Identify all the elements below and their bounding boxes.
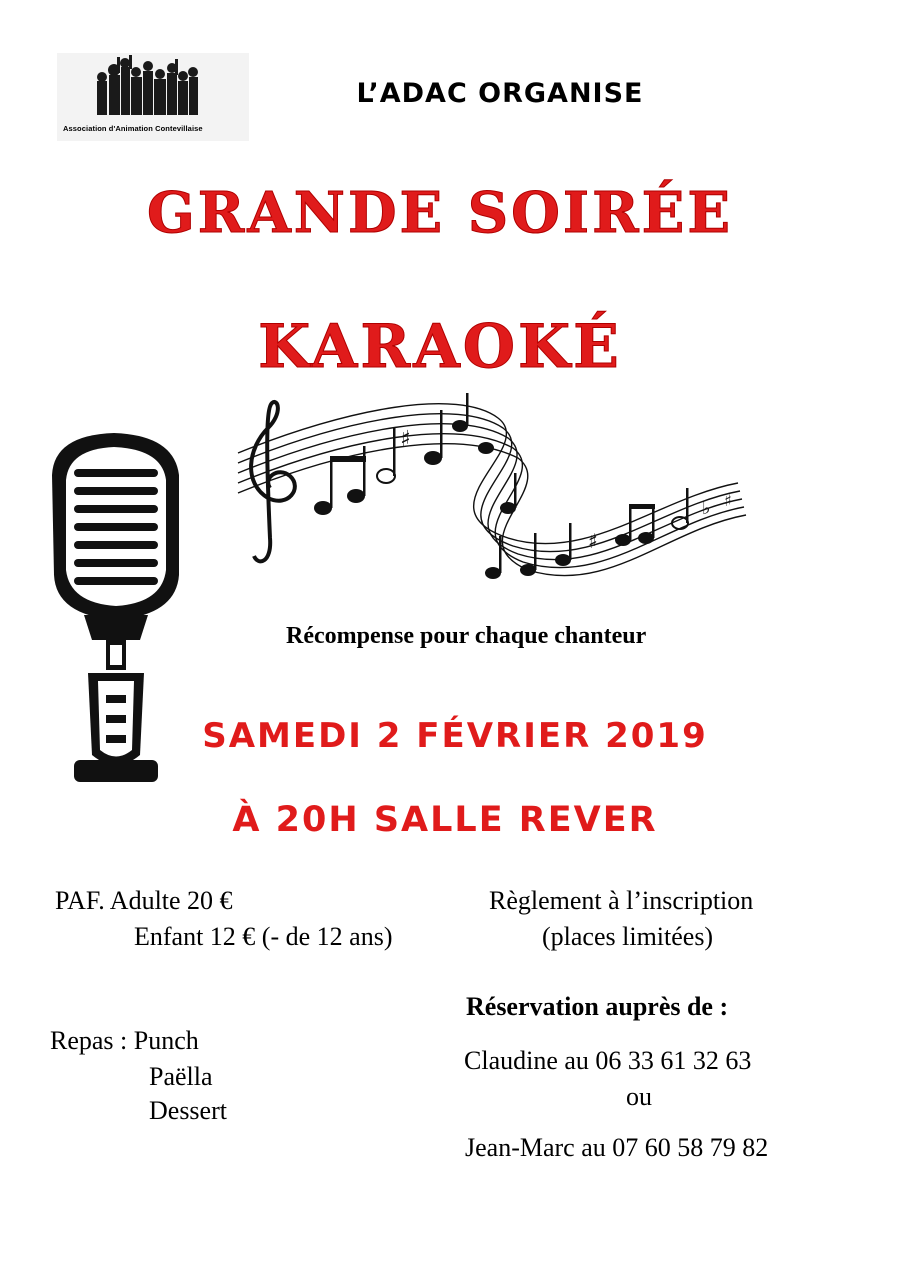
- meal-item-dessert: Dessert: [149, 1096, 227, 1125]
- reservation-or: ou: [626, 1082, 652, 1111]
- svg-text:♯: ♯: [588, 529, 598, 553]
- music-staff-icon: [228, 388, 748, 603]
- price-child: Enfant 12 € (- de 12 ans): [134, 922, 393, 951]
- organizer-heading: L’ADAC ORGANISE: [356, 78, 644, 109]
- svg-text:♯: ♯: [400, 427, 411, 452]
- price-adult: PAF. Adulte 20 €: [55, 886, 233, 915]
- event-title-line1: GRANDE SOIRÉE: [146, 180, 734, 246]
- logo-caption: Association d'Animation Contevillaise: [63, 124, 203, 133]
- meal-item-paella: Paëlla: [149, 1062, 213, 1091]
- event-title-line2: KARAOKÉ: [258, 312, 622, 382]
- meal-label: Repas : Punch: [50, 1026, 199, 1055]
- reservation-contact-jean-marc: Jean-Marc au 07 60 58 79 82: [465, 1133, 769, 1162]
- payment-note: Règlement à l’inscription: [489, 886, 754, 915]
- event-time-place: À 20H SALLE REVER: [232, 800, 658, 840]
- reservation-contact-claudine: Claudine au 06 33 61 32 63: [464, 1046, 752, 1075]
- svg-text:♯: ♯: [724, 491, 732, 510]
- svg-text:♭: ♭: [702, 498, 711, 519]
- reward-note: Récompense pour chaque chanteur: [286, 623, 647, 649]
- reservation-heading: Réservation auprès de :: [466, 992, 729, 1021]
- event-date: SAMEDI 2 FÉVRIER 2019: [202, 716, 708, 756]
- places-limited-note: (places limitées): [542, 922, 714, 951]
